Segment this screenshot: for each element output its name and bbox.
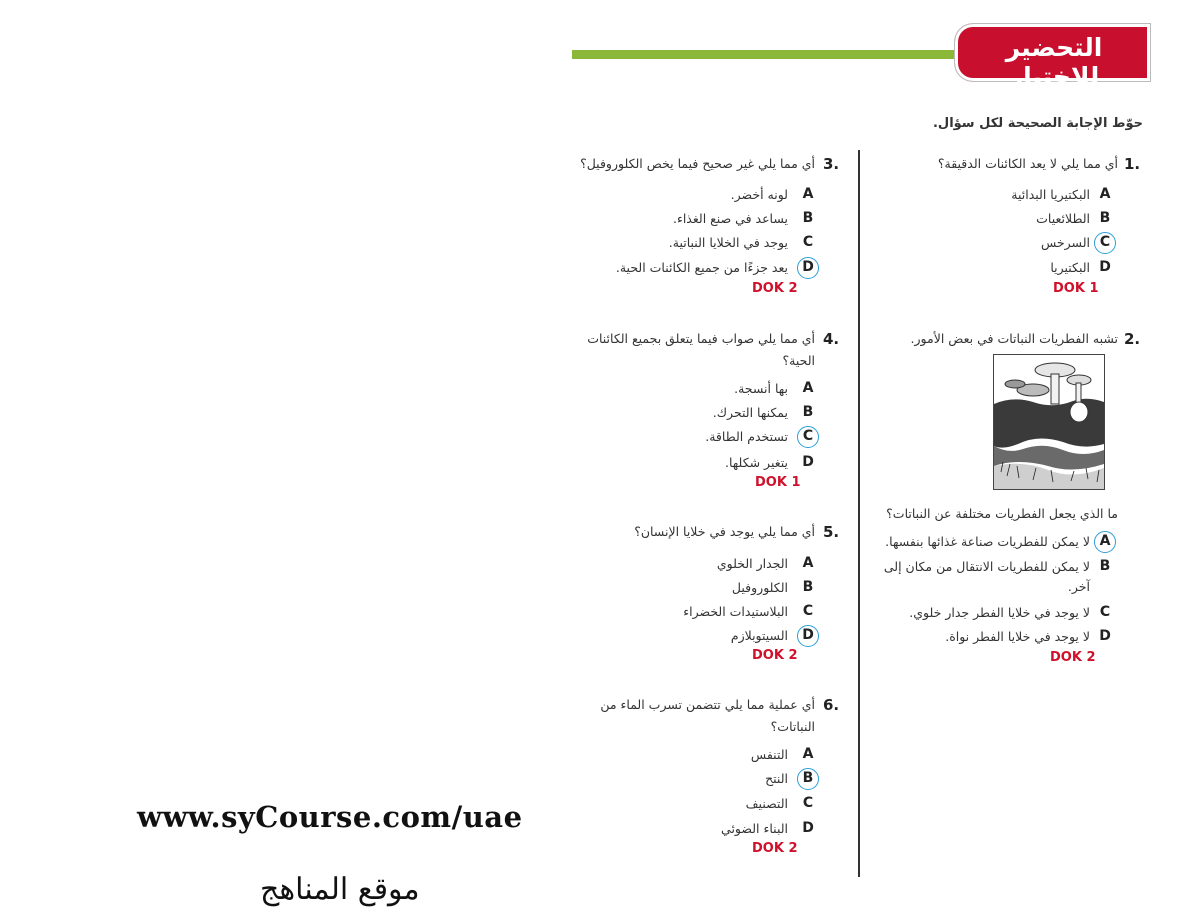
option-letter: D: [802, 259, 814, 275]
option-text[interactable]: تستخدم الطاقة.: [705, 429, 788, 444]
option-text[interactable]: البكتيريا البدائية: [1011, 187, 1090, 202]
option-text[interactable]: يساعد في صنع الغذاء.: [672, 211, 788, 226]
header-green-bar: [572, 50, 967, 59]
option-letter: A: [802, 186, 814, 202]
question-number: 6.: [823, 696, 840, 714]
option-text[interactable]: البناء الضوئي: [721, 821, 788, 836]
option-text[interactable]: يعد جزءًا من جميع الكائنات الحية.: [615, 260, 788, 275]
option-letter: C: [1099, 604, 1111, 620]
option-letter: C: [802, 234, 814, 250]
column-divider: [858, 150, 860, 877]
footer-site-name: موقع المناهج: [260, 872, 420, 907]
option-letter: B: [1099, 210, 1111, 226]
option-text[interactable]: يوجد في الخلايا النباتية.: [668, 235, 788, 250]
option-text[interactable]: يمكنها التحرك.: [712, 405, 788, 420]
option-letter: D: [1099, 259, 1111, 275]
option-letter: D: [1099, 628, 1111, 644]
mushroom-illustration-icon: [993, 354, 1105, 490]
question-text: أي مما يلي لا يعد الكائنات الدقيقة؟: [937, 156, 1118, 171]
dok-label: DOK 1: [755, 475, 801, 490]
option-letter: C: [802, 428, 814, 444]
option-text[interactable]: يتغير شكلها.: [725, 455, 788, 470]
option-text[interactable]: بها أنسجة.: [734, 381, 788, 396]
question-number: 1.: [1124, 155, 1141, 173]
option-text[interactable]: النتح: [765, 771, 788, 786]
option-letter: D: [802, 454, 814, 470]
question-text: تشبه الفطريات النباتات في بعض الأمور.: [910, 331, 1118, 346]
question-text-continued: النباتات؟: [770, 719, 815, 734]
option-letter: A: [802, 555, 814, 571]
dok-label: DOK 2: [752, 281, 798, 296]
question-text: أي مما يلي يوجد في خلايا الإنسان؟: [634, 524, 815, 539]
dok-label: DOK 2: [752, 841, 798, 856]
option-text[interactable]: لا يمكن للفطريات الانتقال من مكان إلى: [883, 559, 1090, 574]
option-letter: A: [802, 380, 814, 396]
instructions: حوّط الإجابة الصحيحة لكل سؤال.: [932, 116, 1143, 131]
question-number: 4.: [823, 330, 840, 348]
question-number: 3.: [823, 155, 840, 173]
option-text[interactable]: الكلوروفيل: [731, 580, 788, 595]
question-number: 2.: [1124, 330, 1141, 348]
option-letter: D: [802, 627, 814, 643]
option-text[interactable]: الطلائعيات: [1036, 211, 1090, 226]
option-letter: C: [802, 603, 814, 619]
option-letter: D: [802, 820, 814, 836]
option-letter: B: [802, 579, 814, 595]
option-text[interactable]: السيتوبلازم: [730, 628, 788, 643]
option-text[interactable]: التصنيف: [745, 796, 788, 811]
option-letter: C: [1099, 234, 1111, 250]
option-letter: B: [802, 404, 814, 420]
option-text-continued[interactable]: آخر.: [1067, 579, 1090, 594]
question-text-continued: الحية؟: [782, 353, 815, 368]
dok-label: DOK 1: [1053, 281, 1099, 296]
option-letter: A: [802, 746, 814, 762]
dok-label: DOK 2: [752, 648, 798, 663]
option-text[interactable]: البكتيريا: [1050, 260, 1090, 275]
question-followup: ما الذي يجعل الفطريات مختلفة عن النباتات؟: [886, 506, 1118, 521]
option-letter: C: [802, 795, 814, 811]
question-text: أي عملية مما يلي تتضمن تسرب الماء من: [600, 697, 815, 712]
option-letter: A: [1099, 533, 1111, 549]
dok-label: DOK 2: [1050, 650, 1096, 665]
question-text: أي مما يلي صواب فيما يتعلق بجميع الكائنات: [587, 331, 815, 346]
option-letter: B: [802, 210, 814, 226]
option-letter: B: [1099, 558, 1111, 574]
option-letter: B: [802, 770, 814, 786]
option-letter: A: [1099, 186, 1111, 202]
option-text[interactable]: لا يوجد في خلايا الفطر جدار خلوي.: [909, 605, 1090, 620]
option-text[interactable]: لا يمكن للفطريات صناعة غذائها بنفسها.: [885, 534, 1090, 549]
option-text[interactable]: البلاستيدات الخضراء: [683, 604, 788, 619]
option-text[interactable]: السرخس: [1041, 235, 1090, 250]
footer-url[interactable]: www.syCourse.com/uae: [137, 800, 523, 834]
question-number: 5.: [823, 523, 840, 541]
question-text: أي مما يلي غير صحيح فيما يخص الكلوروفيل؟: [580, 156, 815, 171]
option-text[interactable]: لا يوجد في خلايا الفطر نواة.: [945, 629, 1090, 644]
page-title: التحضير للاختبار: [1005, 33, 1103, 91]
option-text[interactable]: لونه أخضر.: [730, 187, 788, 202]
option-text[interactable]: التنفس: [750, 747, 788, 762]
option-text[interactable]: الجدار الخلوي: [716, 556, 788, 571]
